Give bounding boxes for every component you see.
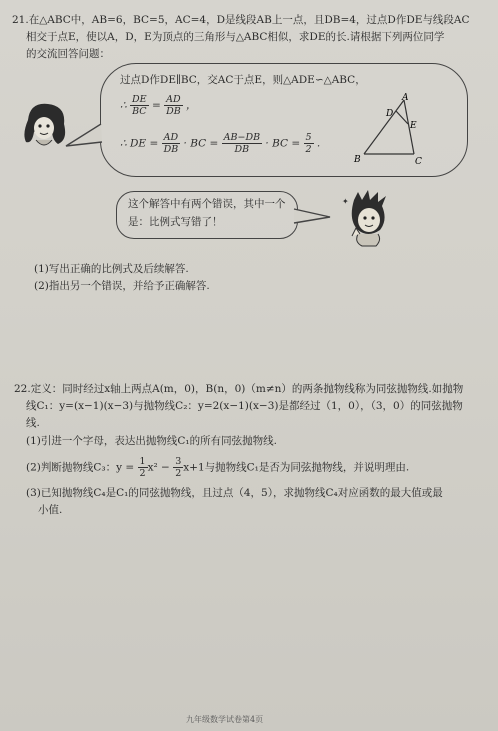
q22-line2: 线C₁：y=(x−1)(x−3)与抛物线C₂：y=2(x−1)(x−3)是都经过（1，0），（3，0）的同弦抛物	[26, 400, 463, 412]
fraction-3-2	[173, 456, 183, 479]
fraction-de-bc	[130, 94, 149, 117]
frac-num: AD	[162, 132, 181, 144]
q21-line1: 21.在△ABC中，AB=6，BC=5，AC=4，D是线段AB上一点，且DB=4，过点D作DE与线段AC	[12, 14, 470, 26]
fraction-1-2	[138, 456, 148, 479]
bubble1-line1: 过点D作DE∥BC，交AC于点E，则△ADE∽△ABC，	[120, 74, 366, 86]
q22-sub3-line1: (3)已知抛物线C₄是C₁的同弦抛物线，且过点（4，5），求抛物线C₄对应函数的最大值或最	[26, 487, 443, 499]
fraction-ad-db	[164, 94, 183, 117]
girl-avatar-icon	[22, 100, 70, 152]
frac-num: 5	[305, 132, 312, 143]
period: .	[316, 137, 321, 150]
frac-num: AD	[164, 94, 183, 106]
frac-den: BC	[132, 106, 147, 117]
fraction-ad-db-2	[162, 132, 181, 155]
q22-line1: 22.定义：同时经过x轴上两点A(m，0)，B(n，0)（m≠n）的两条抛物线称为同弦抛物线.如抛物	[14, 383, 464, 395]
q22-sub2	[26, 456, 409, 479]
bubble2-line1: 这个解答中有两个错误，其中一个	[128, 198, 286, 210]
boy-avatar-icon	[340, 190, 400, 252]
frac-den: DB	[234, 144, 250, 155]
dot-bc: · BC =	[183, 137, 219, 150]
triangle-figure	[352, 92, 432, 168]
sub2-prefix: (2)判断抛物线C₃：y =	[26, 461, 135, 474]
therefore-symbol: ∴	[120, 99, 127, 112]
frac-den: 2	[305, 144, 312, 155]
q21-sub2: (2)指出另一个错误，并给予正确解答.	[34, 280, 210, 292]
frac-den: 2	[175, 468, 182, 479]
frac-den: DB	[163, 144, 179, 155]
de-equals: ∴ DE =	[120, 137, 159, 150]
frac-num: DE	[132, 94, 147, 105]
label-a: A	[402, 93, 409, 103]
label-b: B	[354, 155, 361, 165]
fraction-abdb-db	[222, 132, 262, 155]
frac-num: 3	[175, 456, 182, 467]
de-row	[120, 132, 320, 155]
q22-sub1: (1)引进一个字母，表达出抛物线C₁的所有同弦抛物线.	[26, 435, 277, 447]
bubble2-line2: 是：比例式写错了！	[128, 216, 223, 228]
ratio-row	[120, 94, 197, 117]
sub2-post: x+1与抛物线C₁是否为同弦抛物线，并说明理由.	[183, 461, 410, 474]
q22-sub3-line2: 小值.	[38, 504, 63, 516]
comment-bubble-tail	[290, 205, 338, 231]
label-e: E	[410, 121, 417, 131]
frac-num: 1	[139, 456, 146, 467]
frac-den: 2	[139, 468, 146, 479]
q22-line3: 线.	[26, 417, 40, 429]
sub2-mid: x² −	[147, 461, 170, 474]
svg-text:✦: ✦	[342, 197, 349, 206]
q21-sub1: (1)写出正确的比例式及后续解答.	[34, 263, 189, 275]
label-c: C	[415, 157, 422, 167]
q21-line3: 的交流回答问题：	[26, 48, 110, 60]
dot-bc-2: · BC =	[265, 137, 301, 150]
comma: ，	[186, 99, 197, 112]
equals: =	[151, 99, 161, 112]
page-footer: 九年级数学试卷第4页	[186, 715, 264, 724]
frac-den: DB	[166, 106, 181, 117]
q21-line2: 相交于点E，使以A，D，E为顶点的三角形与△ABC相似，求DE的长.请根据下列两位同学	[26, 31, 445, 43]
fraction-5-2	[304, 132, 314, 155]
frac-num: AB−DB	[223, 132, 261, 143]
label-d: D	[386, 109, 394, 119]
